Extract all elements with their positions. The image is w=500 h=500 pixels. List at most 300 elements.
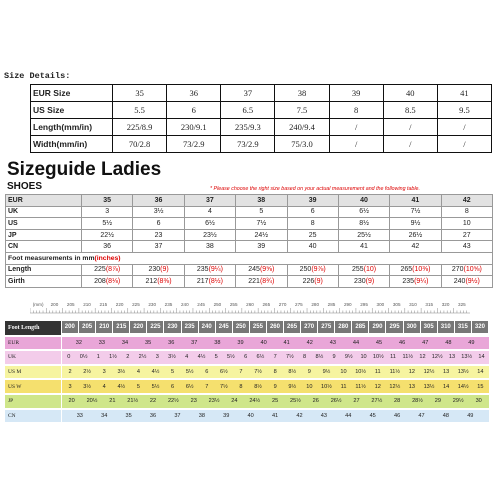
- conversion-cell: 11½: [352, 380, 369, 393]
- conversion-cell: 13½: [420, 380, 437, 393]
- conversion-cell: 2½: [135, 351, 150, 364]
- conversion-cell: 3: [96, 366, 113, 379]
- conversion-cell: [200, 337, 212, 350]
- size-cell: 6: [287, 206, 338, 218]
- size-cell: 73/2.9: [167, 136, 221, 153]
- conversion-cell: 43: [327, 337, 339, 350]
- foot-cell: [184, 276, 235, 288]
- foot-length-cell: 305: [420, 321, 437, 334]
- conversion-cell: 45: [367, 410, 379, 423]
- foot-length-cell: 260: [266, 321, 283, 334]
- conversion-cell: 36: [147, 410, 159, 423]
- conversion-cell: 22: [143, 395, 163, 408]
- foot-row: [6, 264, 493, 276]
- conversion-cell: 42: [304, 337, 316, 350]
- row-label: UK: [5, 350, 61, 365]
- sizeguide-row: [6, 206, 493, 218]
- row-label: US Size: [31, 102, 113, 119]
- size-details-row: [31, 136, 492, 153]
- size-cell: 22½: [82, 229, 133, 241]
- size-cell: 225/8.9: [113, 119, 167, 136]
- conversion-row: [5, 336, 490, 351]
- conversion-cell: 9: [327, 351, 342, 364]
- conversion-cell: 5½: [224, 351, 239, 364]
- conversion-grid: [62, 410, 490, 423]
- inch-value: (8½): [208, 277, 223, 285]
- foot-cell: [287, 276, 338, 288]
- foot-row: [6, 276, 493, 288]
- conversion-cells-row: [62, 366, 490, 379]
- row-label: CN: [6, 241, 82, 253]
- size-details-row: [31, 102, 492, 119]
- size-cell: 27: [441, 229, 492, 241]
- size-cell: 9½: [390, 218, 441, 230]
- conversion-cell: 28½: [407, 395, 427, 408]
- size-cell: 39: [329, 85, 383, 102]
- conversion-cell: [292, 337, 304, 350]
- conversion-cell: 13: [438, 366, 455, 379]
- conversion-cell: 38: [196, 410, 208, 423]
- conversion-cell: 3½: [113, 366, 130, 379]
- size-details-row: [31, 119, 492, 136]
- conversion-cell: 7½: [215, 380, 232, 393]
- size-cell: 8: [441, 206, 492, 218]
- inch-value: (8¾): [259, 277, 275, 285]
- conversion-cell: 4: [179, 351, 194, 364]
- conversion-cell: [339, 337, 351, 350]
- conversion-row: [5, 379, 490, 394]
- conversion-cell: 43: [318, 410, 330, 423]
- conversion-grid: [62, 380, 490, 393]
- conversion-cell: 35: [123, 410, 135, 423]
- size-cell: 6: [133, 218, 184, 230]
- foot-cell: [133, 264, 184, 276]
- ruler-label: 285: [327, 302, 336, 307]
- conversion-cell: [223, 337, 235, 350]
- ruler-label: 315: [425, 302, 434, 307]
- foot-length-cell: 275: [318, 321, 335, 334]
- conversion-cell: 30: [468, 395, 489, 408]
- conversion-cell: 6: [198, 366, 215, 379]
- conversion-cell: 25: [265, 395, 285, 408]
- conversion-cell: 24: [224, 395, 244, 408]
- conversion-cell: 9½: [284, 380, 301, 393]
- conversion-cell: [476, 410, 489, 423]
- conversion-cell: 3: [150, 351, 165, 364]
- conversion-cell: [108, 337, 120, 350]
- conversion-cell: [454, 337, 466, 350]
- size-cell: 6: [167, 102, 221, 119]
- conversion-cell: 6½: [215, 366, 232, 379]
- ruler-label: 235: [164, 302, 173, 307]
- inch-value: (9½): [465, 277, 480, 285]
- foot-measurement-title: [6, 252, 493, 264]
- conversion-cell: [131, 337, 143, 350]
- ruler-label: 320: [441, 302, 450, 307]
- conversion-cell: [159, 410, 171, 423]
- conversion-cell: 13½: [459, 351, 474, 364]
- size-cell: 39: [236, 241, 287, 253]
- size-cell: 41: [437, 85, 491, 102]
- foot-length-cell: 235: [181, 321, 198, 334]
- conversion-cell: 23½: [204, 395, 224, 408]
- conversion-cell: 11: [386, 351, 401, 364]
- ruler-label: 225: [132, 302, 140, 307]
- conversion-cell: [379, 410, 391, 423]
- row-label: EUR: [6, 195, 82, 207]
- size-cell: 3: [82, 206, 133, 218]
- conversion-cell: 41: [281, 337, 293, 350]
- size-cell: 23½: [184, 229, 235, 241]
- size-cell: /: [383, 136, 437, 153]
- inch-value: (8⅞): [105, 266, 121, 274]
- size-cell: 8: [287, 218, 338, 230]
- conversion-cell: 32: [73, 337, 85, 350]
- ruler-label: 295: [360, 302, 368, 307]
- ruler-label: 250: [213, 302, 222, 307]
- mm-value: 245: [248, 266, 260, 274]
- size-cell: 36: [167, 85, 221, 102]
- ruler-label: 260: [246, 302, 254, 307]
- sizeguide-title: Sizeguide Ladies: [7, 159, 162, 180]
- conversion-cell: 8½: [284, 366, 301, 379]
- foot-cell: [184, 264, 235, 276]
- conversion-cell: 35: [142, 337, 154, 350]
- mm-value: 230: [353, 277, 366, 285]
- conversion-cell: 46: [396, 337, 408, 350]
- mm-value: 212: [145, 277, 158, 285]
- conversion-cell: 10: [335, 366, 352, 379]
- conversion-cell: [281, 410, 293, 423]
- conversion-cell: 44: [342, 410, 354, 423]
- foot-length-cell: 270: [301, 321, 318, 334]
- conversion-cell: [110, 410, 122, 423]
- conversion-cell: 47: [415, 410, 427, 423]
- ruler-label: 280: [311, 302, 320, 307]
- conversion-cell: 14: [472, 366, 489, 379]
- conversion-cell: 20: [62, 395, 82, 408]
- conversion-cell: 8½: [250, 380, 267, 393]
- conversion-cell: 37: [171, 410, 183, 423]
- size-cell: 9.5: [437, 102, 491, 119]
- foot-length-cells: [61, 321, 490, 336]
- conversion-cell: [330, 410, 342, 423]
- mm-value: 250: [299, 266, 312, 274]
- mm-value: 255: [351, 266, 364, 274]
- sizeguide-row: [6, 229, 493, 241]
- ruler-label: 245: [197, 302, 205, 307]
- inch-value: (10⅝): [463, 266, 482, 274]
- conversion-cell: [452, 410, 464, 423]
- conversion-cell: 39: [235, 337, 247, 350]
- size-cell: 25½: [338, 229, 389, 241]
- conversion-cell: 4½: [194, 351, 209, 364]
- sizeguide-row: [6, 218, 493, 230]
- conversion-cell: 5: [130, 380, 147, 393]
- size-details-row: [31, 85, 492, 102]
- conversion-cell: 34: [119, 337, 131, 350]
- row-label: JP: [5, 394, 61, 409]
- conversion-cell: 5: [164, 366, 181, 379]
- conversion-cell: 40: [245, 410, 257, 423]
- conversion-cells: [61, 350, 490, 365]
- conversion-cell: 14½: [455, 380, 472, 393]
- size-details-table: [30, 84, 492, 153]
- conversion-cell: 34: [98, 410, 110, 423]
- conversion-cell: 7: [268, 351, 283, 364]
- ruler-label: 215: [99, 302, 108, 307]
- conversion-cell: [385, 337, 397, 350]
- conversion-cell: 1: [91, 351, 106, 364]
- conversion-cell: 8: [297, 351, 312, 364]
- conversion-cell: 8½: [312, 351, 327, 364]
- mm-value: 265: [400, 266, 413, 274]
- conversion-cell: 48: [440, 410, 452, 423]
- ruler-label: 240: [180, 302, 189, 307]
- conversion-cell: 33: [74, 410, 86, 423]
- conversion-cell: 9½: [318, 366, 335, 379]
- conversion-cell: 2: [120, 351, 135, 364]
- foot-length-grid: [62, 321, 490, 335]
- size-cell: 6½: [338, 206, 389, 218]
- ruler-label: 205: [66, 302, 75, 307]
- conversion-cell: 3: [62, 380, 79, 393]
- conversion-cell: 29½: [448, 395, 468, 408]
- foot-cell: [441, 264, 492, 276]
- conversion-cell: [257, 410, 269, 423]
- conversion-cell: [428, 410, 440, 423]
- conversion-cells: [61, 394, 490, 409]
- conversion-cell: 21: [102, 395, 122, 408]
- size-cell: 43: [441, 241, 492, 253]
- conversion-cell: 11: [335, 380, 352, 393]
- conversion-cell: 15: [472, 380, 489, 393]
- size-cell: 10: [441, 218, 492, 230]
- conversion-row: [5, 365, 490, 380]
- mm-value: 230: [148, 266, 161, 274]
- size-cell: 75/3.0: [275, 136, 329, 153]
- foot-length-cell: 295: [386, 321, 403, 334]
- conversion-cell: 46: [391, 410, 403, 423]
- conversion-cell: 12½: [430, 351, 445, 364]
- mm-ruler: [30, 298, 470, 318]
- ruler-label: 305: [392, 302, 401, 307]
- foot-cell: [287, 264, 338, 276]
- row-label: US W: [5, 379, 61, 394]
- conversion-cell: 8: [232, 380, 249, 393]
- inch-value: (9): [365, 277, 375, 285]
- conversion-cell: [85, 337, 97, 350]
- conversion-row: [5, 409, 490, 424]
- ruler-label: 200: [50, 302, 59, 307]
- row-label: US M: [5, 365, 61, 380]
- conversion-cell: [354, 410, 366, 423]
- foot-length-cell: 240: [198, 321, 215, 334]
- size-cell: 38: [184, 241, 235, 253]
- size-cell: 7.5: [275, 102, 329, 119]
- conversion-cell: 0: [62, 351, 77, 364]
- foot-length-cell: 280: [335, 321, 352, 334]
- ruler-label: 230: [148, 302, 157, 307]
- conversion-cell: 25½: [285, 395, 305, 408]
- size-cell: /: [437, 119, 491, 136]
- conversion-cell: [62, 337, 74, 350]
- size-cell: 235/9.3: [221, 119, 275, 136]
- foot-length-cell: 250: [232, 321, 249, 334]
- measurement-note: * Please choose the right size based on your actual measurement and the following table.: [210, 186, 420, 192]
- foot-length-cell: 215: [113, 321, 130, 334]
- conversion-cell: 7: [232, 366, 249, 379]
- conversion-row: [5, 394, 490, 409]
- conversion-cell: 3½: [165, 351, 180, 364]
- conversion-cell: 6: [238, 351, 253, 364]
- conversion-cell: [62, 410, 74, 423]
- conversion-grid: [62, 366, 490, 379]
- row-label: JP: [6, 229, 82, 241]
- conversion-cell: [408, 337, 420, 350]
- foot-cell: [441, 276, 492, 288]
- size-cell: 35: [113, 85, 167, 102]
- conversion-cell: 12: [403, 366, 420, 379]
- conversion-cell: [208, 410, 220, 423]
- size-cell: 40: [383, 85, 437, 102]
- row-label: Girth: [6, 276, 82, 288]
- conversion-cell: 12½: [386, 380, 403, 393]
- inch-value: (9⅞): [311, 266, 326, 274]
- foot-length-cell: 300: [403, 321, 420, 334]
- header-cell: 37: [184, 195, 235, 207]
- ruler-label: 255: [229, 302, 238, 307]
- header-cell: 42: [441, 195, 492, 207]
- conversion-cells-row: [62, 410, 490, 423]
- foot-length-cell: 245: [215, 321, 232, 334]
- ruler-label: 270: [278, 302, 287, 307]
- ruler-label: 210: [83, 302, 91, 307]
- header-cell: 41: [390, 195, 441, 207]
- sizeguide-row: [6, 241, 493, 253]
- mm-value: 235: [196, 266, 209, 274]
- conversion-cell: 41: [269, 410, 281, 423]
- conversion-cells-row: [62, 380, 490, 393]
- conversion-cell: [177, 337, 189, 350]
- conversion-cell: 39: [220, 410, 232, 423]
- conversion-cell: 14: [438, 380, 455, 393]
- size-cell: 5.5: [113, 102, 167, 119]
- size-cell: 240/9.4: [275, 119, 329, 136]
- inch-value: (10⅜): [412, 266, 431, 274]
- foot-cell: [133, 276, 184, 288]
- mm-value: 221: [248, 277, 260, 285]
- size-cell: 23: [133, 229, 184, 241]
- size-cell: /: [329, 119, 383, 136]
- conversion-cell: 10½: [352, 366, 369, 379]
- size-cell: 26½: [390, 229, 441, 241]
- conversion-cell: [184, 410, 196, 423]
- size-cell: /: [437, 136, 491, 153]
- conversion-row: [5, 350, 490, 365]
- ruler-label: 275: [295, 302, 303, 307]
- foot-length-cell: 200: [62, 321, 79, 334]
- conversion-cell: [135, 410, 147, 423]
- conversion-cell: [232, 410, 244, 423]
- size-cell: /: [329, 136, 383, 153]
- foot-cell: [236, 264, 287, 276]
- conversion-cell: 13: [445, 351, 460, 364]
- conversion-cell: 12½: [420, 366, 437, 379]
- size-cell: 40: [287, 241, 338, 253]
- foot-cell: [82, 276, 133, 288]
- conversion-cell: 10½: [371, 351, 386, 364]
- foot-cell: [236, 276, 287, 288]
- conversion-cell: 40: [258, 337, 270, 350]
- conversion-grid: [62, 351, 490, 364]
- conversion-cell: 10: [356, 351, 371, 364]
- size-cell: 7½: [236, 218, 287, 230]
- ruler-label: (mm): [32, 302, 44, 307]
- size-cell: 8½: [338, 218, 389, 230]
- size-cell: 7½: [390, 206, 441, 218]
- size-cell: 70/2.8: [113, 136, 167, 153]
- conversion-cell: 13: [403, 380, 420, 393]
- conversion-cell: 44: [350, 337, 362, 350]
- size-cell: 8.5: [383, 102, 437, 119]
- eur-header-row: [6, 195, 493, 207]
- ruler-label: 325: [458, 302, 466, 307]
- foot-unit-text: (inches): [94, 254, 121, 262]
- conversion-table: [5, 321, 490, 424]
- size-cell: 38: [275, 85, 329, 102]
- conversion-cell: 45: [373, 337, 385, 350]
- conversion-cell: 9: [301, 366, 318, 379]
- conversion-cells: [61, 365, 490, 380]
- conversion-cell: 27: [346, 395, 366, 408]
- header-cell: 39: [287, 195, 338, 207]
- foot-length-cell: 290: [369, 321, 386, 334]
- inch-value: (9): [160, 266, 169, 274]
- conversion-cell: 7: [198, 380, 215, 393]
- conversion-cell: 11½: [386, 366, 403, 379]
- row-label: EUR Size: [31, 85, 113, 102]
- foot-cell: [338, 264, 389, 276]
- header-cell: 36: [133, 195, 184, 207]
- foot-length-cell: 320: [471, 321, 488, 334]
- conversion-cell: 3½: [79, 380, 96, 393]
- header-cell: 38: [236, 195, 287, 207]
- row-label: US: [6, 218, 82, 230]
- size-cell: 5½: [82, 218, 133, 230]
- foot-length-cell: 265: [284, 321, 301, 334]
- conversion-cell: 21½: [123, 395, 143, 408]
- mm-value: 270: [451, 266, 464, 274]
- conversion-cell: 48: [443, 337, 455, 350]
- size-cell: 8: [329, 102, 383, 119]
- conversion-cells-row: [62, 337, 490, 350]
- size-details-title: Size Details:: [4, 71, 71, 81]
- conversion-cell: 10½: [318, 380, 335, 393]
- conversion-cell: 7½: [250, 366, 267, 379]
- ruler-label: 300: [376, 302, 385, 307]
- conversion-cell: 36: [165, 337, 177, 350]
- conversion-cell: 0½: [76, 351, 91, 364]
- conversion-cell: 6: [164, 380, 181, 393]
- conversion-cell: 10: [301, 380, 318, 393]
- size-cell: 3½: [133, 206, 184, 218]
- size-cell: 24½: [236, 229, 287, 241]
- size-cell: /: [383, 119, 437, 136]
- size-cell: 6½: [184, 218, 235, 230]
- ruler-label: 290: [343, 302, 352, 307]
- mm-value: 240: [453, 277, 466, 285]
